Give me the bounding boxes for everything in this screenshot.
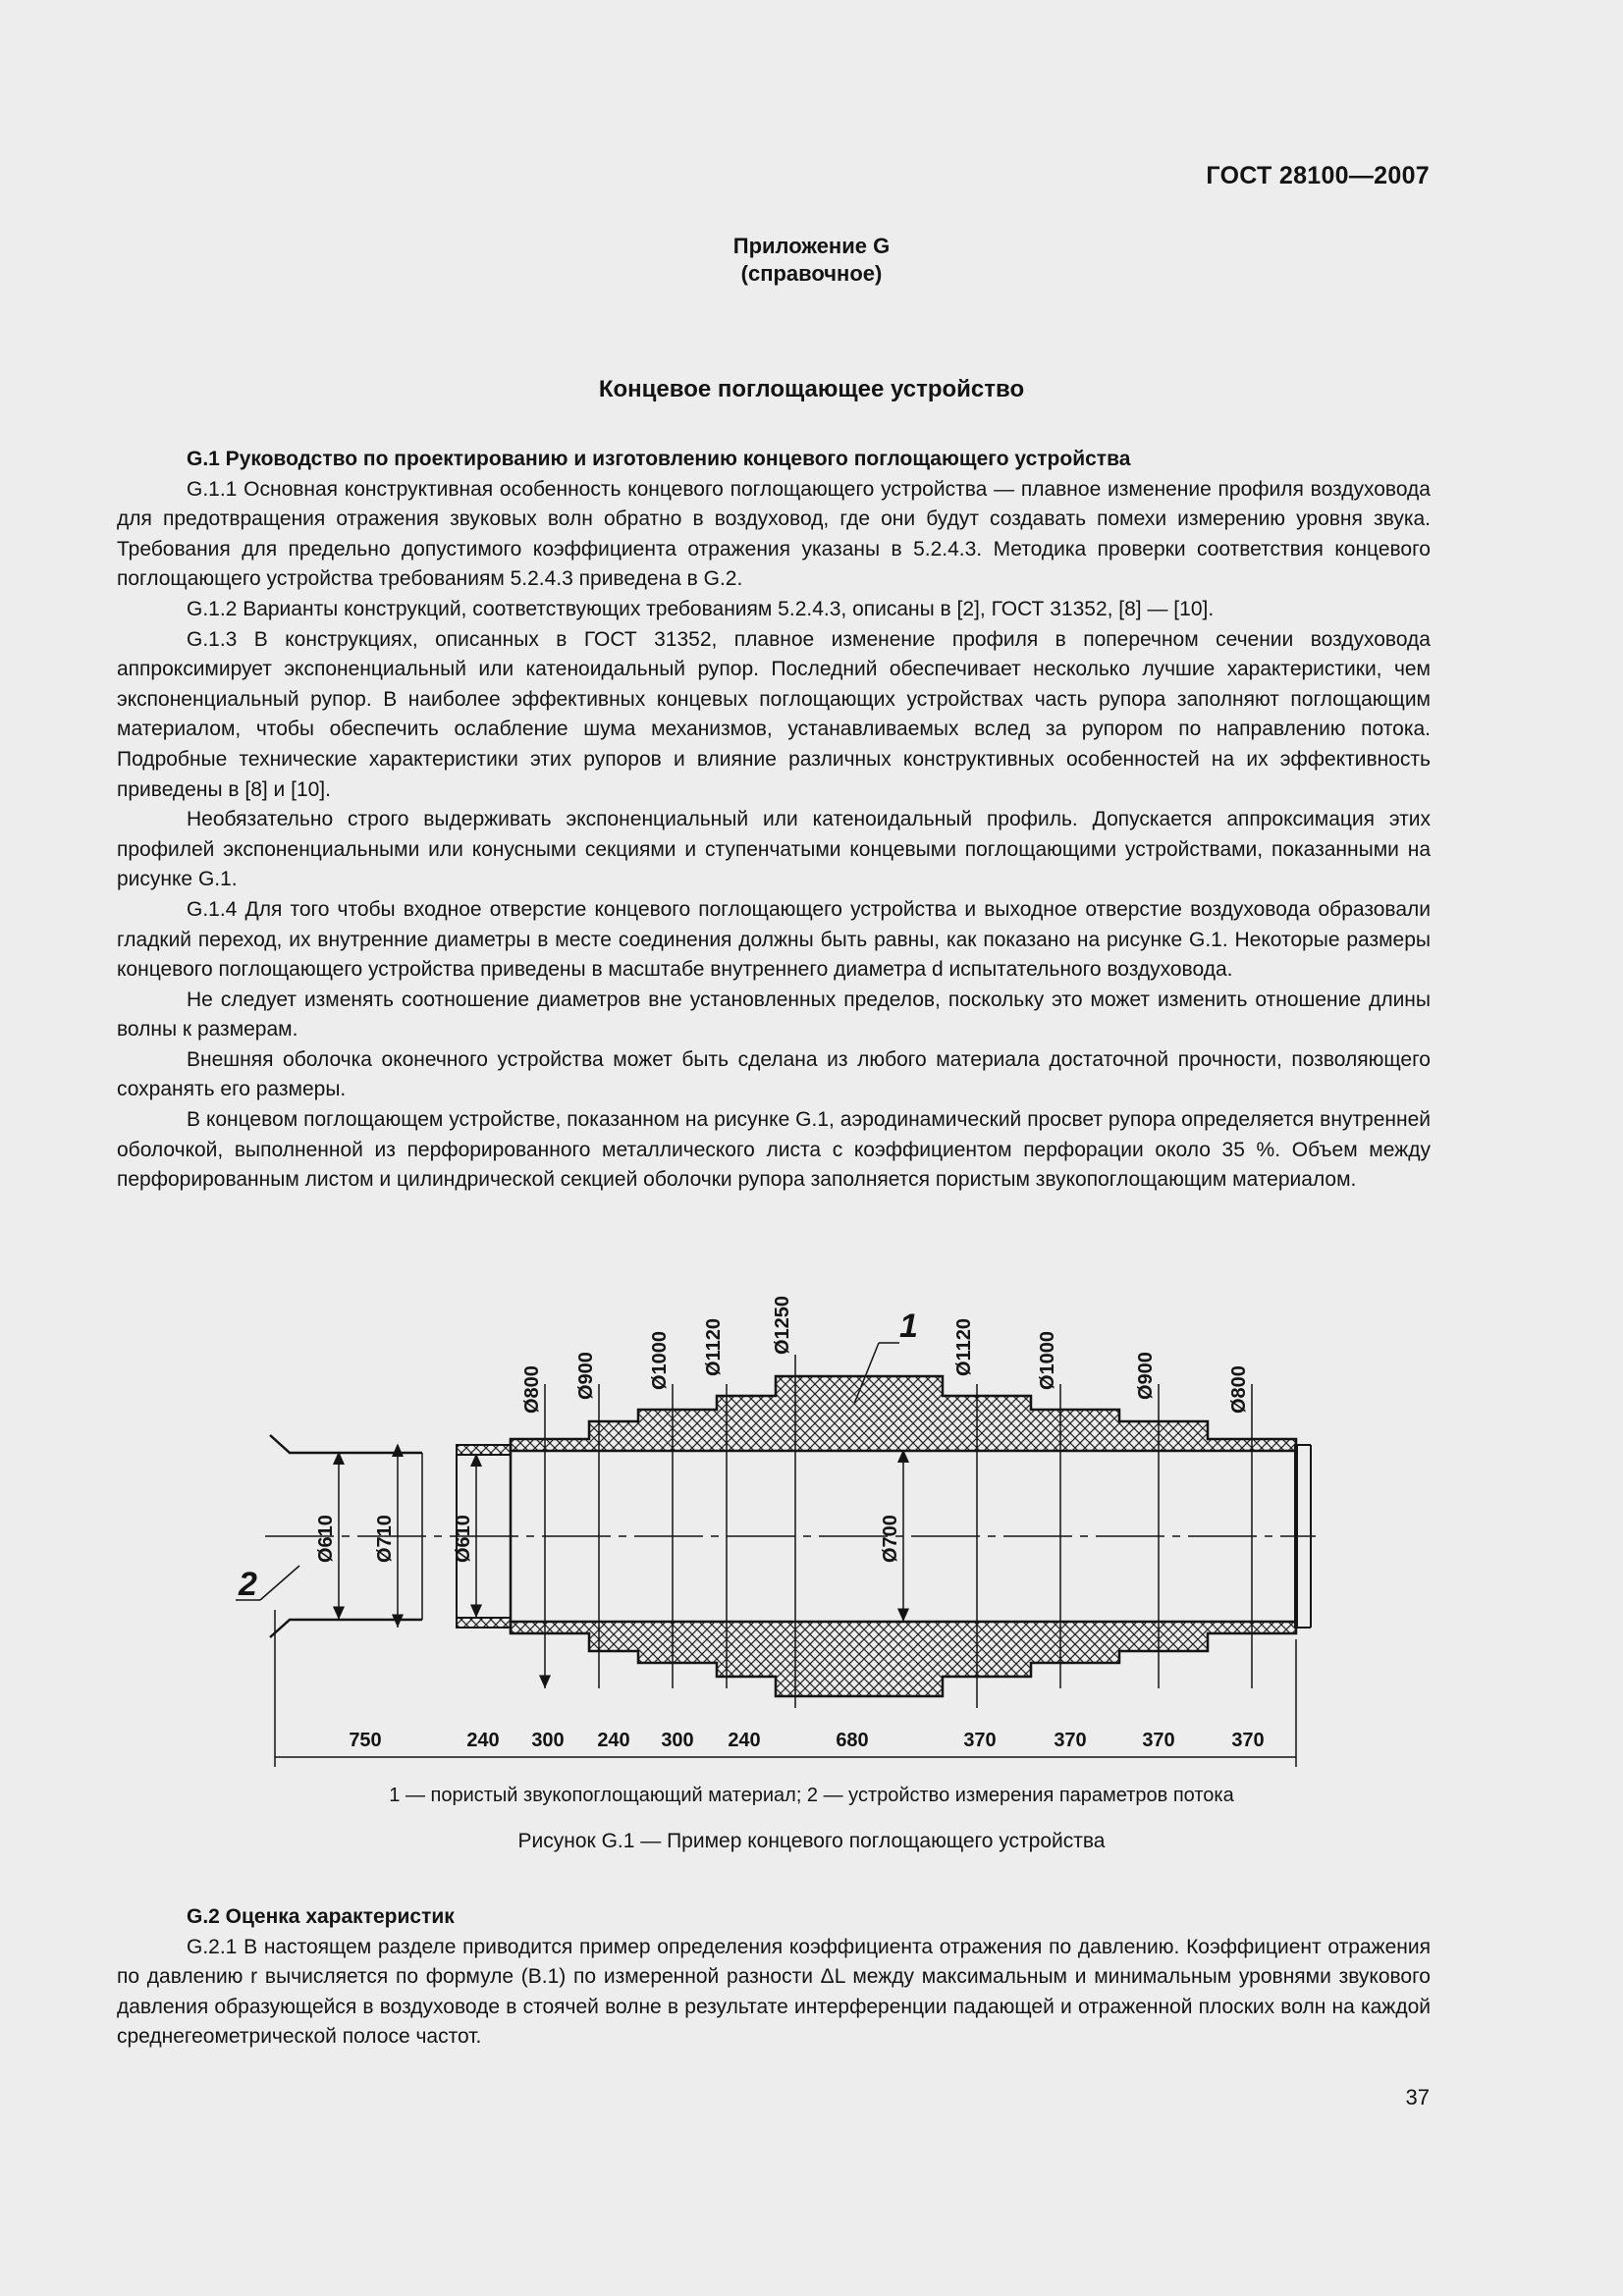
document-title: Концевое поглощающее устройство [598,376,1025,402]
paragraph: G.1.1 Основная конструктивная особенность концевого поглощающего устройства — плавное изменение профиля воздуховода для предотвращения отражения звуковых волн обратно в воздуховод, где они будут создавать помехи измерению уровня звука. Требования для предельно допустимого коэффициента отражения указаны в 5.2.4.3. Методика проверки соответствия концевого поглощающего устройства требованиям 5.2.4.3 приведена в G.2. [117,477,1431,591]
paragraph: G.1.4 Для того чтобы входное отверстие концевого поглощающего устройства и выходное отверстие воздуховода образовали гладкий переход, их внутренние диаметры в месте соединения должны быть равны, как показано на рисунке G.1. Некоторые размеры концевого поглощающего устройства приведены в масштабе внутреннего диаметра d испытательного воздуховода. [117,897,1431,982]
dim-label: Ø700 [880,1515,901,1563]
dim-label: Ø1000 [649,1330,671,1390]
dim-value: 240 [728,1730,761,1751]
dim-label: Ø1120 [953,1318,975,1376]
annex-title: Приложение G [732,234,891,258]
figure-legend: 1 — пористый звукопоглощающий материал; 2 — устройство измерения параметров потока [389,1785,1234,1806]
diameter-labels-left [315,1515,901,1563]
dim-label: Ø800 [1228,1365,1250,1414]
section-g2 [117,1902,1431,2053]
dim-value: 680 [836,1730,869,1751]
dim-value: 370 [1231,1730,1265,1751]
callout-2: 2 [239,1566,257,1603]
paragraph: G.1.2 Варианты конструкций, соответствующих требованиям 5.2.4.3, описаны в [2], ГОСТ 31352, [8] — [10]. [187,597,1215,620]
paragraph: Внешняя оболочка оконечного устройства может быть сделана из любого материала достаточной прочности, позволяющего сохранять его размеры. [117,1047,1431,1101]
dimension-values [349,1730,1264,1751]
standard-number: ГОСТ 28100—2007 [1206,162,1430,189]
dim-label: Ø1120 [703,1318,725,1376]
dim-value: 300 [661,1730,694,1751]
dim-label: Ø900 [1135,1352,1157,1400]
paragraph: Не следует изменять соотношение диаметров вне установленных пределов, поскольку это может изменить отношение длины волны к размерам. [117,988,1431,1041]
section-heading: G.1 Руководство по проектированию и изготовлению концевого поглощающего устройства [187,448,1131,470]
paragraph: Необязательно строго выдерживать экспоненциальный или катеноидальный профиль. Допускается аппроксимация этих профилей экспоненциальными или конусными секциями и ступенчатыми концевыми поглощающими устройствами, показанными на рисунке G.1. [117,808,1431,891]
dim-value: 370 [1142,1730,1175,1751]
dim-label: Ø900 [575,1352,597,1400]
paragraph: G.1.3 В конструкциях, описанных в ГОСТ 31352, плавное изменение профиля в поперечном сечении воздуховода аппроксимирует экспоненциальный или катеноидальный рупор. Последний обеспечивает несколько лучшие характеристики, чем экспоненциальный рупор. В наиболее эффективных концевых поглощающих устройствах часть рупора заполняют поглощающим материалом, чтобы обеспечить ослабление шума механизмов, устанавливаемых вслед за рупором по направлению потока. Подробные технические характеристики этих рупоров и влияние различных конструктивных особенностей на их эффективность приведены в [8] и [10]. [117,627,1431,801]
section-g1 [117,445,1431,1196]
paragraph: В концевом поглощающем устройстве, показанном на рисунке G.1, аэродинамический просвет рупора определяется внутренней оболочкой, выполненной из перфорированного металлического листа с коэффициентом перфорации около 35 %. Объем между перфорированным листом и цилиндрической секцией оболочки рупора заполняется пористым звукопоглощающим материалом. [117,1108,1431,1192]
dim-value: 750 [349,1730,382,1751]
section-heading: G.2 Оценка характеристик [187,1905,455,1928]
callout-1: 1 [899,1308,918,1345]
dim-label: Ø1250 [772,1295,793,1355]
dim-value: 300 [531,1730,565,1751]
dim-value: 370 [963,1730,997,1751]
dim-label: Ø710 [374,1515,396,1563]
dim-value: 240 [597,1730,630,1751]
figure-caption: Рисунок G.1 — Пример концевого поглощающего устройства [517,1830,1106,1852]
paragraph: G.2.1 В настоящем разделе приводится пример определения коэффициента отражения по давлению. Коэффициент отражения по давлению r вычисляется по формуле (В.1) по измеренной разности ΔL между максимальным и минимальным уровнями звукового давления образующейся в воздуховоде в стоячей волне в результате интерференции падающей и отраженной плоских волн на каждой среднегеометрической полосе частот. [117,1935,1431,2049]
dimension-lines [275,1445,1296,1767]
dim-label: Ø610 [315,1515,337,1563]
dim-label: Ø610 [453,1515,474,1563]
annex-kind: (справочное) [740,261,883,286]
dim-value: 370 [1054,1730,1087,1751]
dim-value: 240 [466,1730,500,1751]
figure-g1-drawing [236,1276,1316,1787]
dim-label: Ø1000 [1037,1330,1058,1390]
dim-label: Ø800 [521,1365,543,1414]
page-number: 37 [1405,2085,1430,2109]
